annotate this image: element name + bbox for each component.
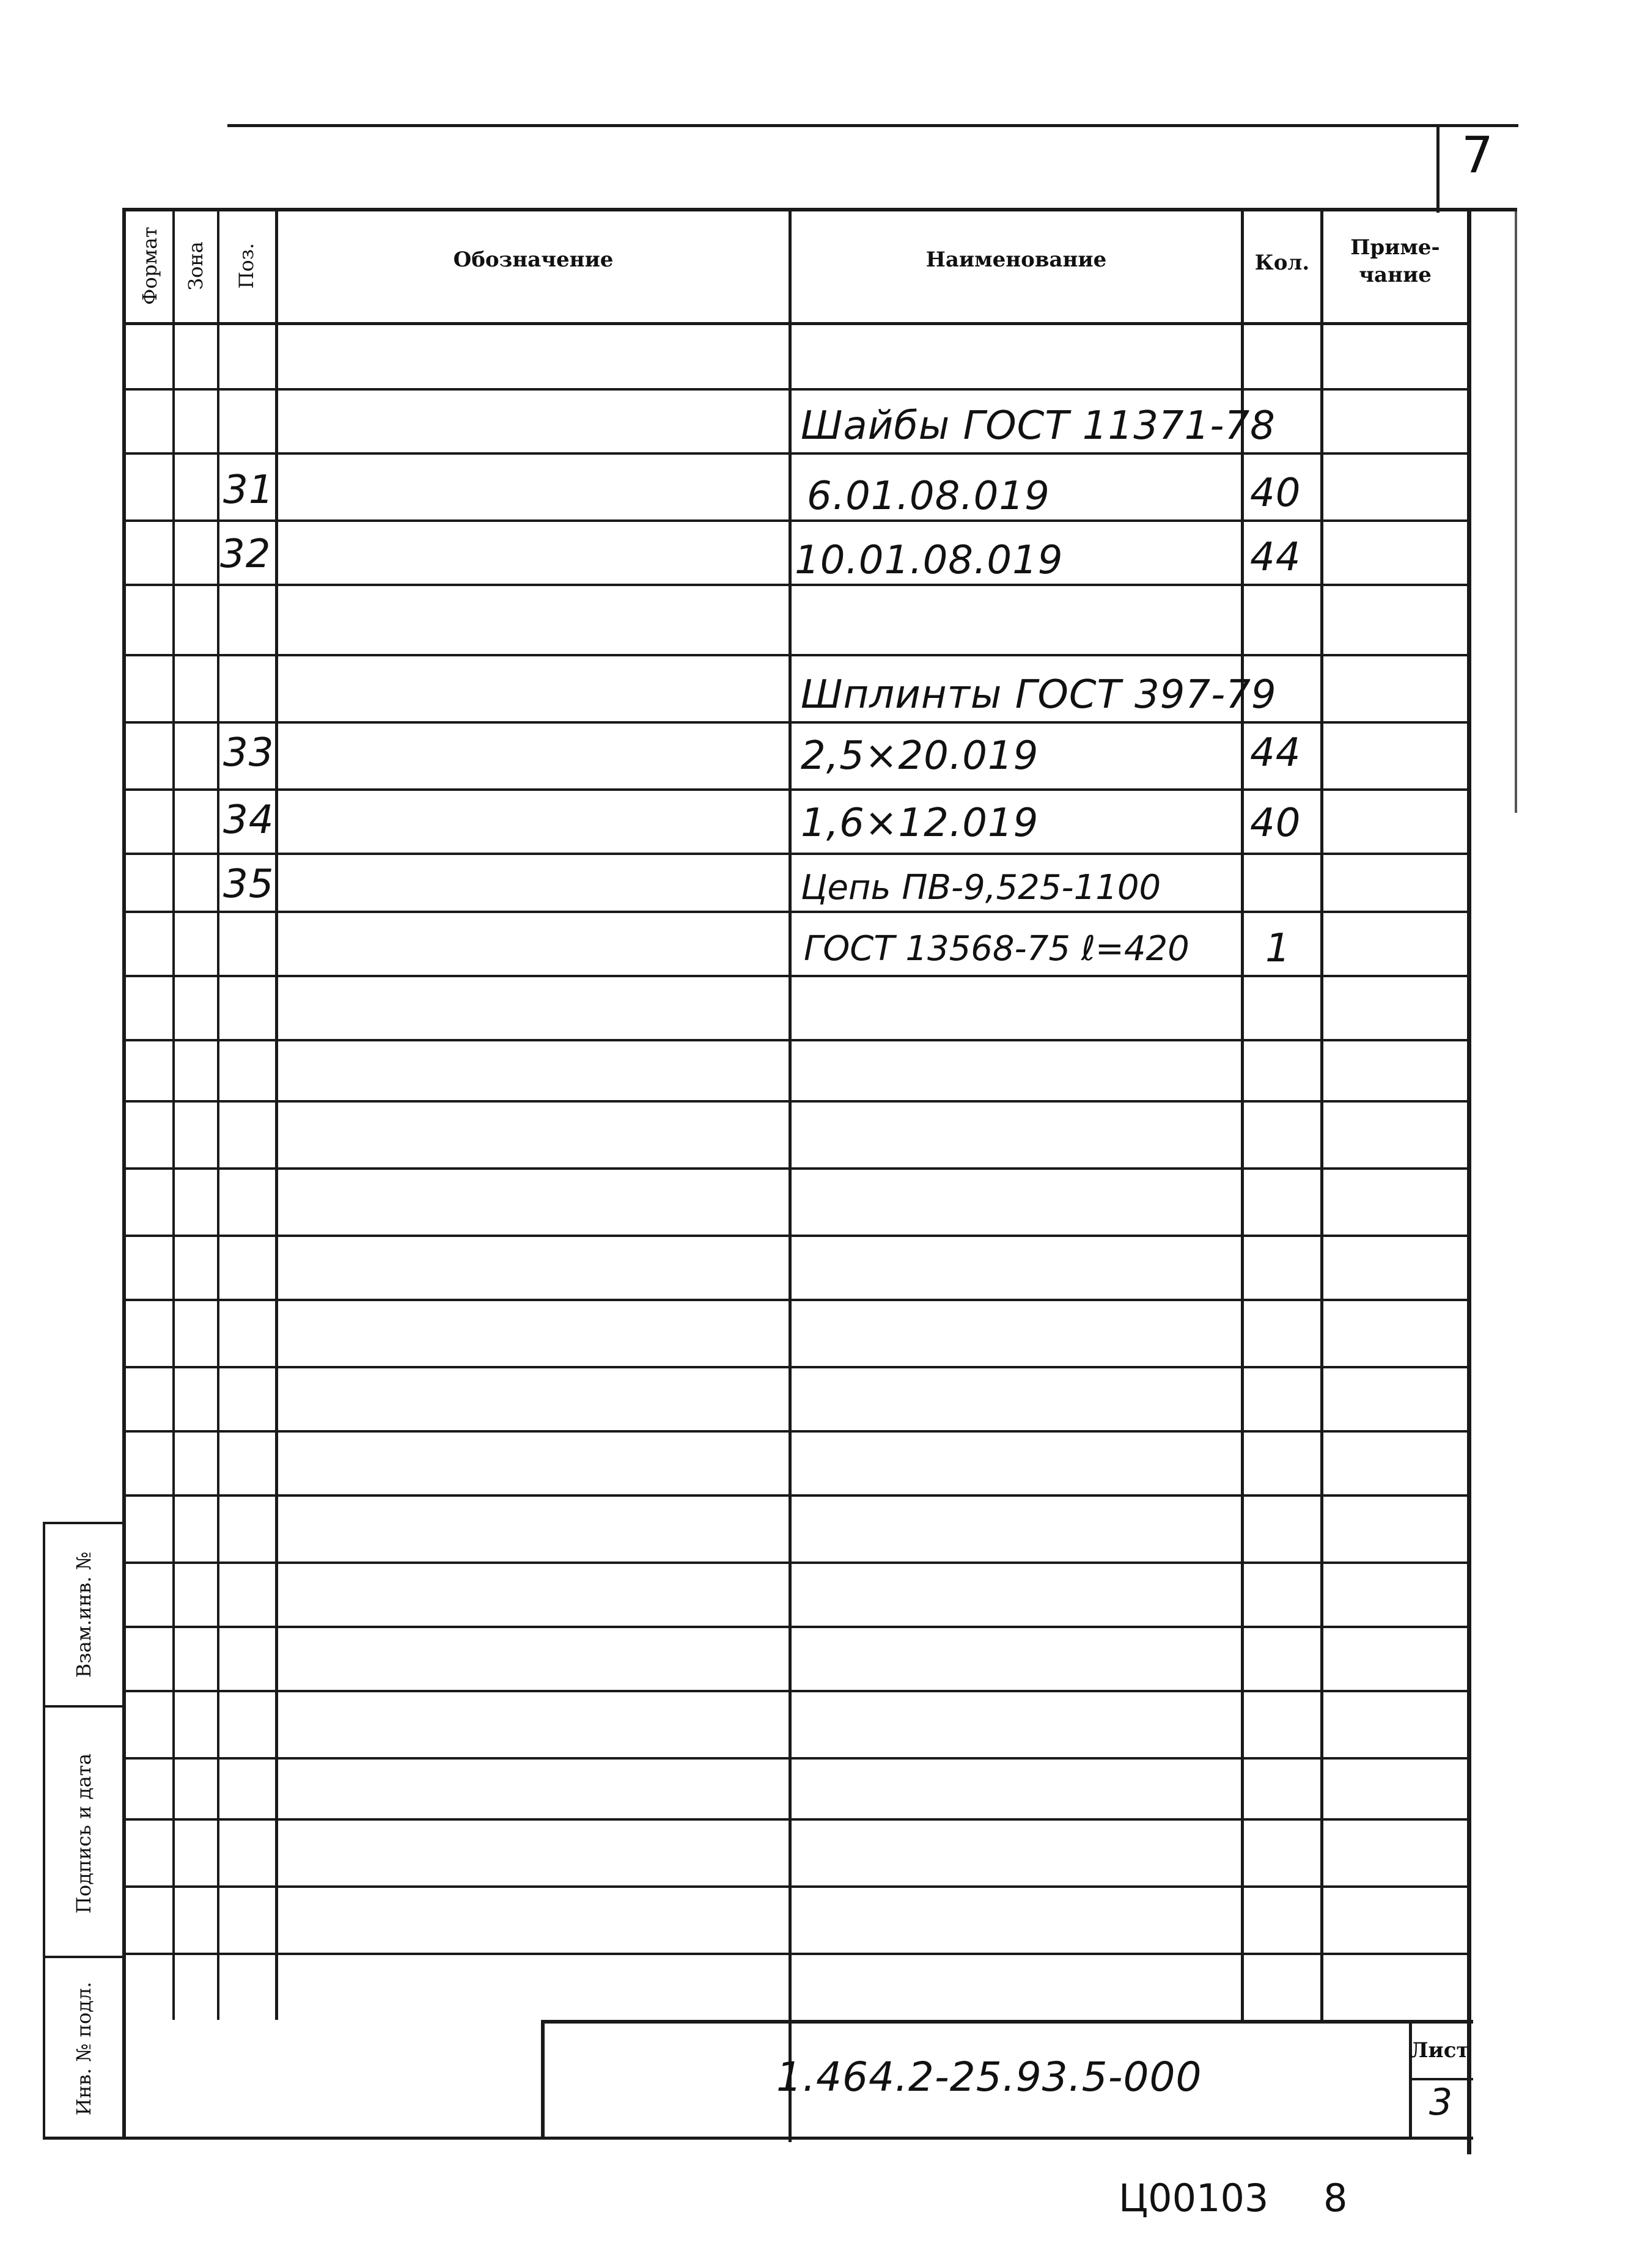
row-rule <box>125 1039 1470 1041</box>
row-qty: 40 <box>1250 801 1301 846</box>
sheet-number: 3 <box>1429 2081 1454 2124</box>
row-rule <box>125 1430 1470 1433</box>
row-rule <box>125 1562 1470 1564</box>
header-qty: Кол. <box>1254 251 1310 275</box>
header-name: Наименование <box>925 248 1107 272</box>
row-rule <box>125 853 1470 855</box>
row-rule <box>125 1690 1470 1692</box>
inv-no-orig-label: Инв. № подл. <box>72 1981 95 2116</box>
sheet-label: Лист <box>1410 2038 1469 2063</box>
row-rule <box>125 584 1470 586</box>
row-pos: 34 <box>223 798 274 843</box>
row-rule <box>125 519 1470 522</box>
row-qty: 44 <box>1250 730 1301 776</box>
row-qty: 40 <box>1250 471 1301 516</box>
header-designation: Обозначение <box>453 248 614 272</box>
row-name: 10.01.08.019 <box>795 538 1064 583</box>
row-rule <box>125 1885 1470 1888</box>
row-rule <box>125 1818 1470 1821</box>
row-pos: 35 <box>223 862 274 907</box>
row-name: 2,5×20.019 <box>801 733 1039 779</box>
row-rule <box>125 1953 1470 1955</box>
row-rule <box>125 788 1470 791</box>
row-qty: 44 <box>1250 535 1301 580</box>
sheet-corner-number: 7 <box>1461 127 1494 185</box>
row-rule <box>125 1100 1470 1103</box>
row-pos: 33 <box>223 730 274 776</box>
row-name: 6.01.08.019 <box>807 474 1050 519</box>
row-name: Шайбы ГОСТ 11371-78 <box>801 403 1276 449</box>
row-name: ГОСТ 13568-75 ℓ=420 <box>804 929 1190 969</box>
row-rule <box>125 654 1470 656</box>
row-pos: 32 <box>220 532 271 577</box>
row-rule <box>125 1167 1470 1170</box>
row-rule <box>125 911 1470 913</box>
header-pos: Поз. <box>235 243 258 289</box>
archive-code: Ц00103 <box>1119 2176 1269 2220</box>
row-rule <box>125 1757 1470 1760</box>
row-name: 1,6×12.019 <box>801 801 1039 846</box>
row-name: Цепь ПВ-9,525-1100 <box>801 868 1161 908</box>
row-rule <box>125 388 1470 391</box>
row-rule <box>125 975 1470 977</box>
header-note-line2: чание <box>1359 263 1432 287</box>
row-name: Шплинты ГОСТ 397-79 <box>801 672 1277 717</box>
row-rule <box>125 452 1470 455</box>
header-zone: Зона <box>184 241 207 290</box>
row-rule <box>125 1494 1470 1497</box>
row-rule <box>125 1299 1470 1301</box>
header-note-line1: Приме- <box>1350 235 1440 260</box>
row-qty: 1 <box>1265 926 1291 971</box>
row-pos: 31 <box>223 468 274 513</box>
sign-date-label: Подпись и дата <box>72 1753 95 1914</box>
row-rule <box>125 1366 1470 1368</box>
row-rule <box>125 1626 1470 1628</box>
row-rule <box>125 1235 1470 1237</box>
row-rule <box>125 721 1470 724</box>
header-format: Формат <box>138 227 161 305</box>
replace-inv-label: Взам.инв. № <box>72 1551 95 1678</box>
page-number: 8 <box>1323 2176 1348 2220</box>
doc-number: 1.464.2-25.93.5-000 <box>776 2053 1202 2101</box>
